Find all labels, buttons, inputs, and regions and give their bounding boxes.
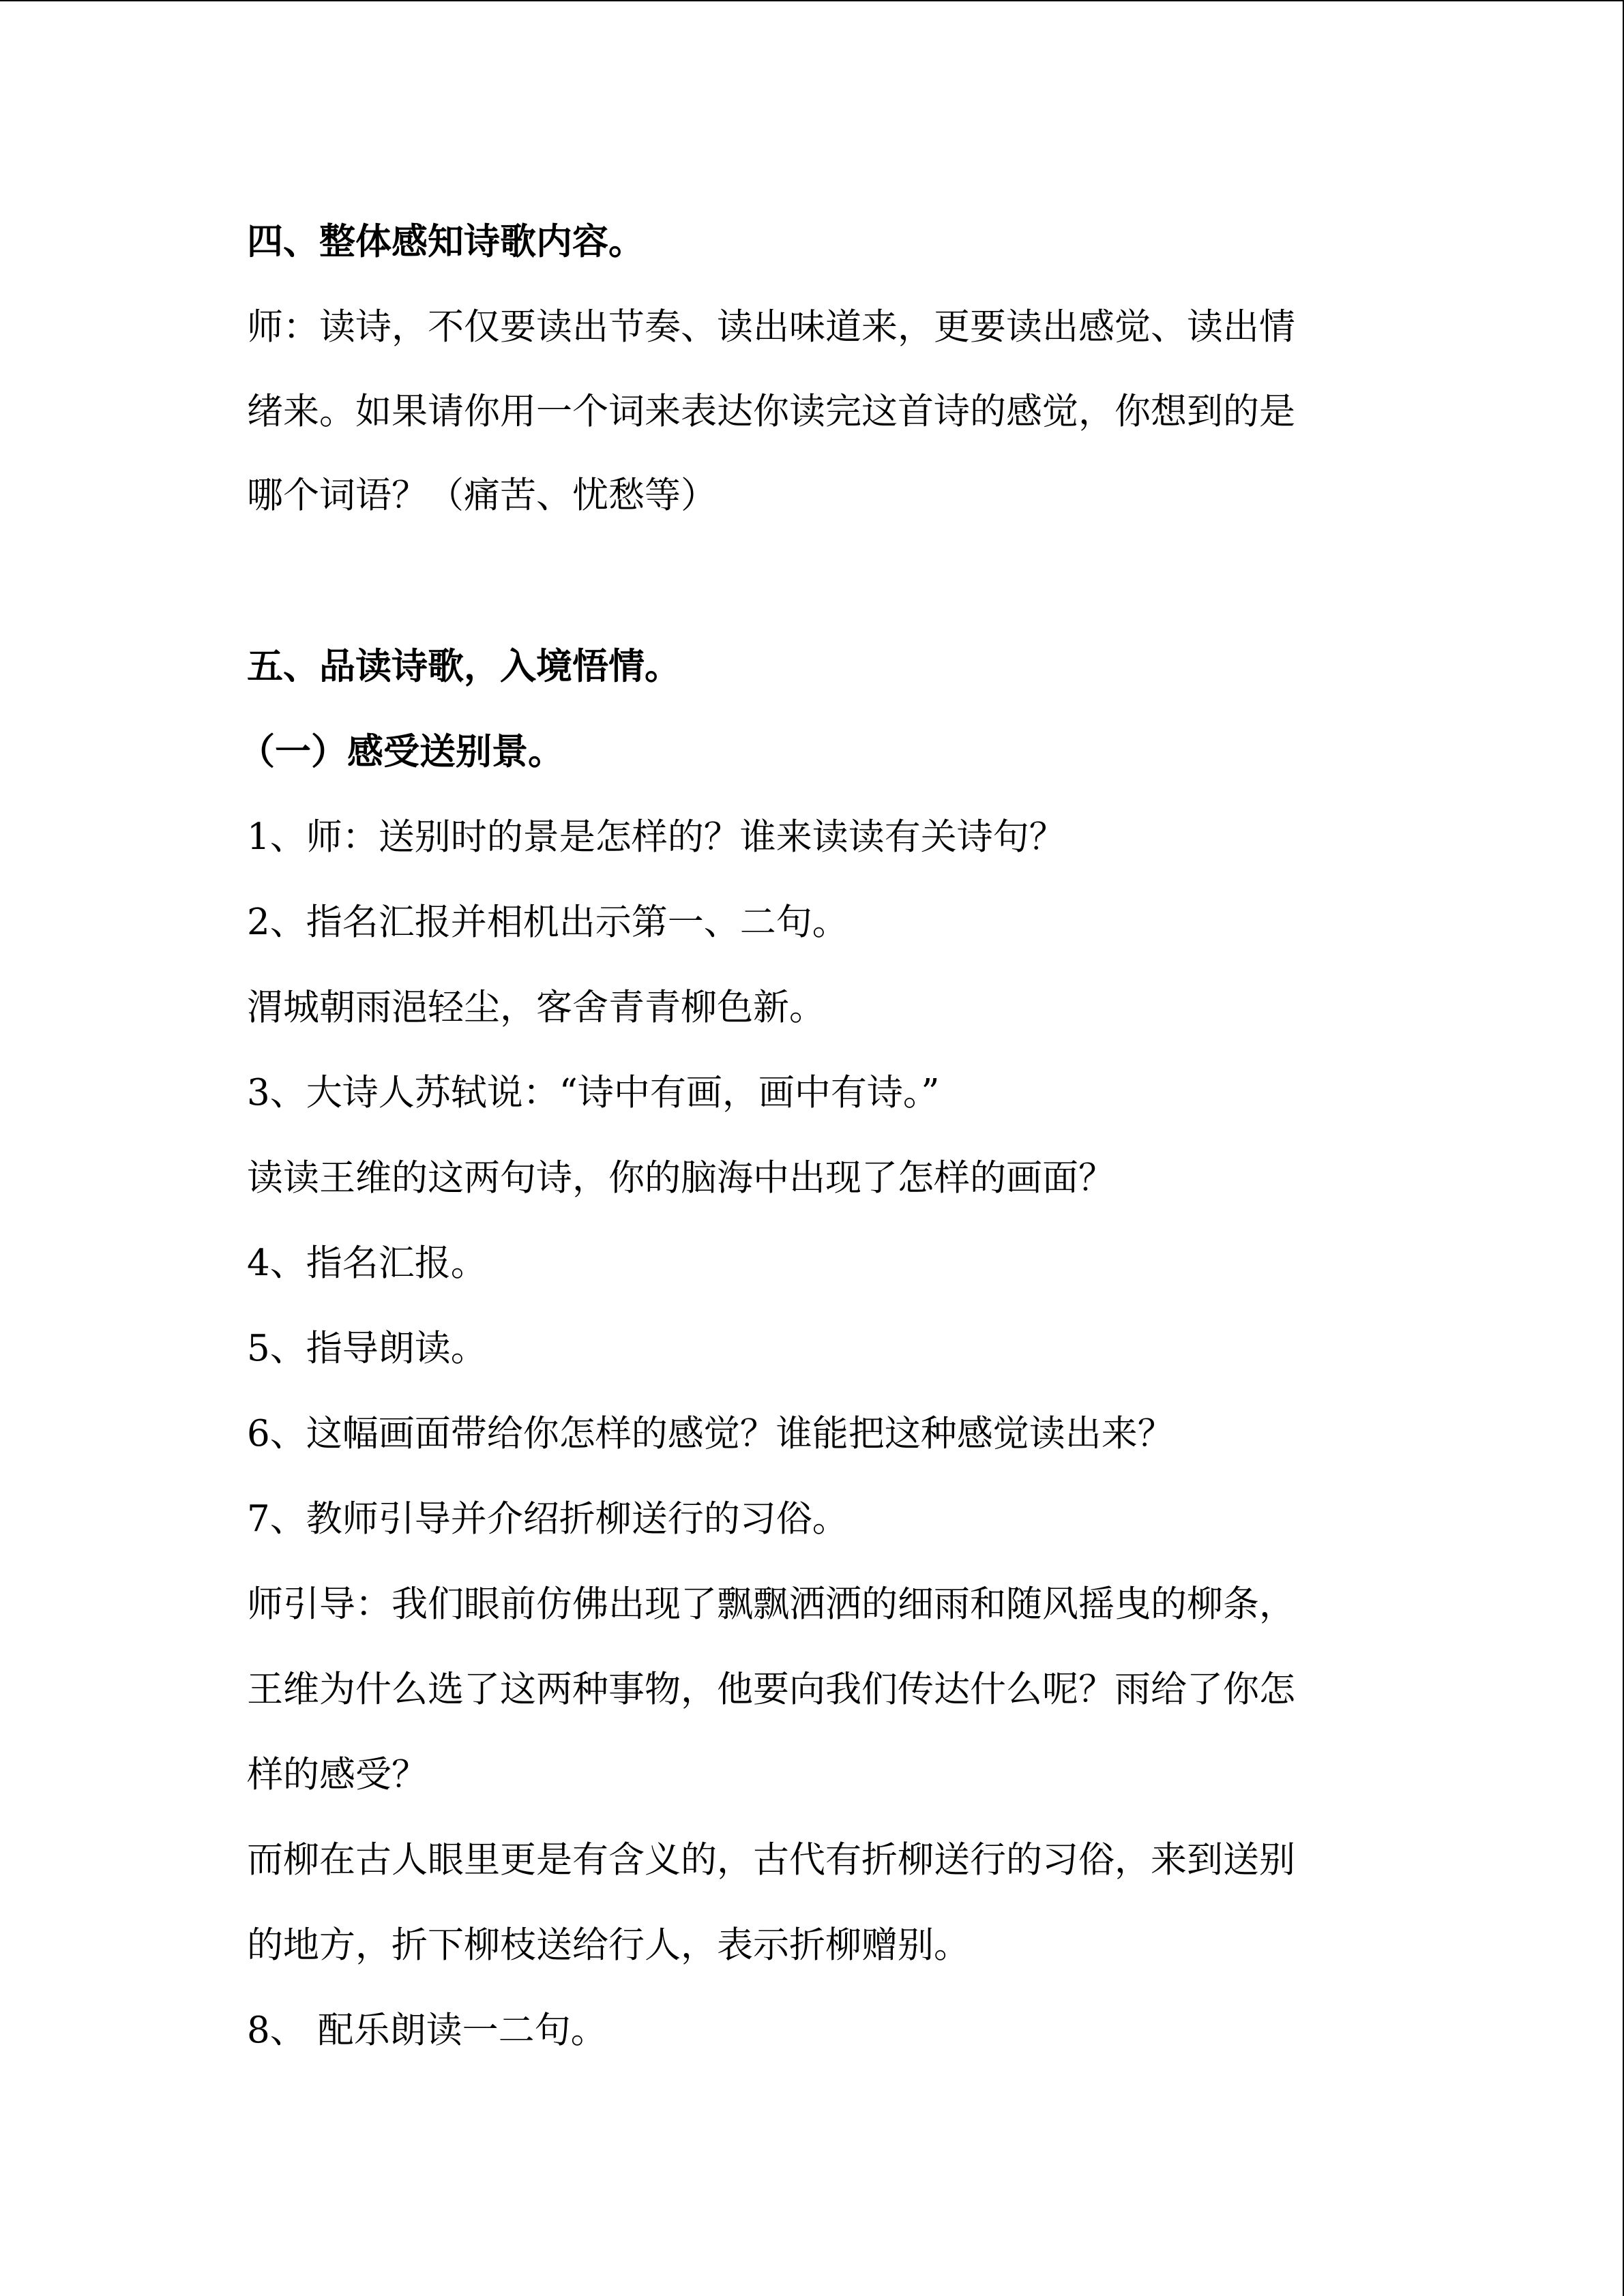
paragraph-line: 绪来。如果请你用一个词来表达你读完这首诗的感觉，你想到的是	[247, 391, 1295, 432]
body-line: 7、教师引导并介绍折柳送行的习俗。	[247, 1498, 848, 1540]
section-heading-5: 五、品读诗歌，入境悟情。	[247, 646, 681, 687]
body-line: 样的感受？	[247, 1754, 428, 1795]
section-heading-4: 四、整体感知诗歌内容。	[247, 221, 645, 263]
body-line: 读读王维的这两句诗，你的脑海中出现了怎样的画面？	[247, 1157, 1114, 1199]
body-line: 3、大诗人苏轼说：“诗中有画，画中有诗。”	[247, 1072, 940, 1114]
poem-line: 渭城朝雨浥轻尘，客舍青青柳色新。	[247, 987, 825, 1028]
subsection-heading-1: （一）感受送别景。	[239, 731, 564, 773]
body-line: 6、这幅画面带给你怎样的感觉？谁能把这种感觉读出来？	[247, 1413, 1174, 1455]
body-line: 王维为什么选了这两种事物，他要向我们传达什么呢？雨给了你怎	[247, 1669, 1295, 1710]
body-line: 5、指导朗读。	[247, 1328, 487, 1369]
body-line: 4、指名汇报。	[247, 1242, 487, 1284]
body-line: 的地方，折下柳枝送给行人，表示折柳赠别。	[247, 1924, 970, 1966]
body-line: 1、师：送别时的景是怎样的？谁来读读有关诗句？	[247, 816, 1065, 858]
body-line: 师引导：我们眼前仿佛出现了飘飘洒洒的细雨和随风摇曳的柳条，	[247, 1583, 1295, 1625]
body-line: 2、指名汇报并相机出示第一、二句。	[247, 901, 848, 943]
paragraph-line: 师：读诗，不仅要读出节奏、读出味道来，更要读出感觉、读出情	[247, 306, 1295, 348]
body-line: 8、 配乐朗读一二句。	[247, 2010, 607, 2051]
body-line: 而柳在古人眼里更是有含义的，古代有折柳送行的习俗，来到送别	[247, 1839, 1295, 1881]
paragraph-line: 哪个词语？（痛苦、忧愁等）	[247, 475, 717, 516]
